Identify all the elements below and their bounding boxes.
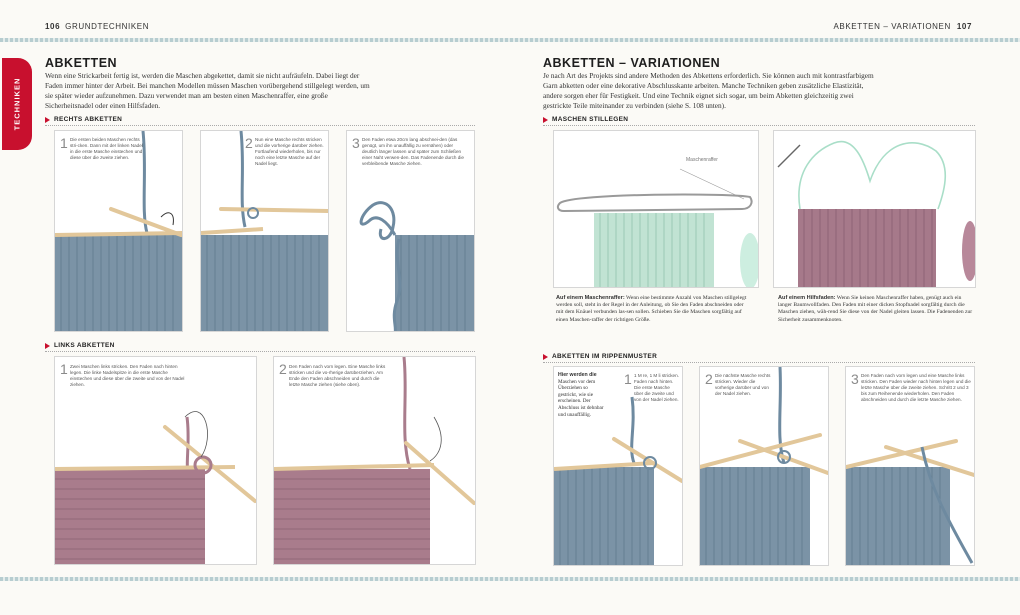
hilfsfaden-caption-text: Wenn Sie keinen Maschenraffer haben, genügt auch ein langer Baumwollfaden. Den Faden mit einer dicken Stopfnadel sorgfältig durch die Maschen ziehen, wäh-rend Sie diese von der Nadel gleiten lassen. Die Fadenenden zur Sicherheit zusammenknoten. — [778, 295, 973, 323]
section-rippenmuster-title: ABKETTEN IM RIPPENMUSTER — [552, 353, 658, 360]
bottom-rule — [0, 577, 1020, 581]
links-step-1-panel — [54, 356, 257, 565]
step-caption: Die ersten beiden Maschen rechts stri-cken. Dann mit der linken Nadel in die erste Masche einstechen und diese über die zweite ziehen. — [70, 137, 143, 160]
step-number: 2 — [245, 135, 253, 151]
rechts-step-3-panel — [346, 130, 475, 332]
section-side-tab[interactable] — [2, 58, 32, 150]
section-maschen-stillegen-heading — [543, 116, 628, 123]
triangle-bullet-icon — [45, 343, 50, 349]
rechts-step-1-panel — [54, 130, 183, 332]
waste-yarn-illustration — [774, 131, 976, 288]
step-number: 1 — [60, 361, 68, 377]
maschenraffer-caption — [556, 295, 752, 324]
stitch-holder-illustration — [554, 131, 759, 288]
section-links-abketten-title: LINKS ABKETTEN — [54, 342, 115, 349]
divider — [543, 125, 975, 126]
rechts-step-2-panel — [200, 130, 329, 332]
step-number: 3 — [352, 135, 360, 151]
triangle-bullet-icon — [45, 117, 50, 123]
right-page-title: ABKETTEN – VARIATIONEN — [543, 56, 721, 70]
step-caption: 1 M re, 1 M li stricken. Faden nach hinten. Die erste Masche über die zweite und von der Nadel ziehen. — [634, 373, 679, 402]
step-number: 1 — [60, 135, 68, 151]
maschenraffer-caption-text: Wenn eine bestimmte Anzahl von Maschen stillgelegt werden soll, steht in der Regel in der Anleitung, ob Sie den Faden abschneiden oder mit dem Knäuel verbunden las-sen sollen. Schieben Sie die Maschen sorgfältig auf einen Maschen-raffer der richtigen Größe. — [556, 295, 747, 323]
rippen-intro-lead: Hier werden die — [558, 372, 597, 378]
maschenraffer-label: Maschenraffer — [686, 157, 718, 163]
divider — [45, 351, 475, 352]
right-running-title: ABKETTEN – VARIATIONEN — [833, 22, 951, 31]
divider — [543, 362, 975, 363]
step-caption: Die nächste Masche rechts stricken. Wieder die vorherige darüber und von der Nadel ziehen. — [715, 373, 771, 396]
divider — [45, 125, 475, 126]
step-caption: Nun eine Masche rechts stricken und die vorherige darüber ziehen. Fortlaufend wiederholen, bis nur noch eine letzte Masche auf der Nadel liegt. — [255, 137, 324, 166]
section-maschen-stillegen-title: MASCHEN STILLEGEN — [552, 116, 629, 123]
section-rechts-abketten-heading — [45, 116, 122, 123]
left-intro-text: Wenn eine Strickarbeit fertig ist, werden die Maschen abgekettet, damit sie nicht aufräufeln. Dabei liegt der Faden immer hinter der Arbeit. Bei manchen Modellen müssen Maschen vorübergehend stillgelegt werden, um sie später wieder aufzunehmen. Dazu verwendet man am besten einen Maschenraffer, eine große Sicherheitsnadel oder einen Hilfsfaden. — [45, 71, 370, 110]
section-rechts-abketten-title: RECHTS ABKETTEN — [54, 116, 123, 123]
side-tab-label: TECHNIKEN — [12, 77, 22, 131]
hilfsfaden-caption-lead: Auf einem Hilfsfaden: — [778, 295, 836, 301]
step-caption: Den Faden nach vorn legen und eine Masche links stricken. Den Faden wieder nach hinten legen und die letzte Masche über die zweite ziehen. Schritt 2 und 3 bis zum Reihenende wiederholen. Den Faden abschneiden und durch die letzte Masche ziehen. — [861, 373, 971, 402]
left-running-header — [45, 22, 149, 31]
rippen-step-3-panel — [845, 366, 975, 566]
step-caption: Zwei Maschen links stricken. Den Faden nach hinten legen. Die linke Nadelspitze in die erste Masche einstechen und diese über die zweite und von der Nadel ziehen. — [70, 364, 185, 387]
step-number: 2 — [279, 361, 287, 377]
rippen-step-2-panel — [699, 366, 829, 566]
right-page-number: 107 — [956, 22, 972, 31]
left-running-title: GRUNDTECHNIKEN — [65, 22, 150, 31]
right-running-header — [833, 22, 972, 31]
section-links-abketten-heading — [45, 342, 115, 349]
step-number: 3 — [851, 371, 859, 387]
step-caption: Den Faden etwa 20cm lang abschnei-den (das genügt, um ihn unauffällig zu vernähen) oder deutlich länger lassen und später zum Schließen einer Naht verwen-den. Das Fadenende durch die verbleibende Masche ziehen. — [362, 137, 464, 166]
hilfsfaden-caption — [778, 295, 974, 324]
knitting-blue-illustration — [55, 131, 183, 332]
rippen-intro-text: Maschen vor dem Überziehen so gestrickt, wie sie erscheinen. Der Abschluss ist dehnbar und unauffällig. — [558, 378, 604, 418]
triangle-bullet-icon — [543, 354, 548, 360]
hilfsfaden-panel — [773, 130, 976, 288]
maschenraffer-caption-lead: Auf einem Maschenraffer: — [556, 295, 625, 301]
step-number: 2 — [705, 371, 713, 387]
links-step-2-panel — [273, 356, 476, 565]
step-number: 1 — [624, 371, 632, 387]
knitting-mauve-illustration — [55, 357, 257, 565]
step-caption: Den Faden nach vorn legen. Eine Masche links stricken und die vo-rherige darüberziehen. Am Ende den Faden abschneiden und durch die letzte Masche ziehen (siehe oben). — [289, 364, 386, 387]
section-rippenmuster-heading — [543, 353, 657, 360]
rippen-intro — [558, 372, 608, 418]
triangle-bullet-icon — [543, 117, 548, 123]
left-page-title: ABKETTEN — [45, 56, 118, 70]
maschenraffer-panel — [553, 130, 759, 288]
knitting-mauve-illustration — [274, 357, 476, 565]
top-rule — [0, 38, 1020, 42]
left-page-number: 106 — [45, 22, 61, 31]
right-intro-text: Je nach Art des Projekts sind andere Methoden des Abkettens erforderlich. Sie können auch mit kontrastfarbigem Garn abketten oder eine dekorative Abschlusskante arbeiten. Manche Techniken geben zusätzliche Elastizität, andere sorgen eher für Festigkeit. Und eine Technik eignet sich sogar, um beim Abketten gleichzeitig zwei gestrickte Teile miteinander zu verbinden (siehe S. 108 unten). — [543, 71, 874, 110]
rippen-step-1-panel — [553, 366, 683, 566]
